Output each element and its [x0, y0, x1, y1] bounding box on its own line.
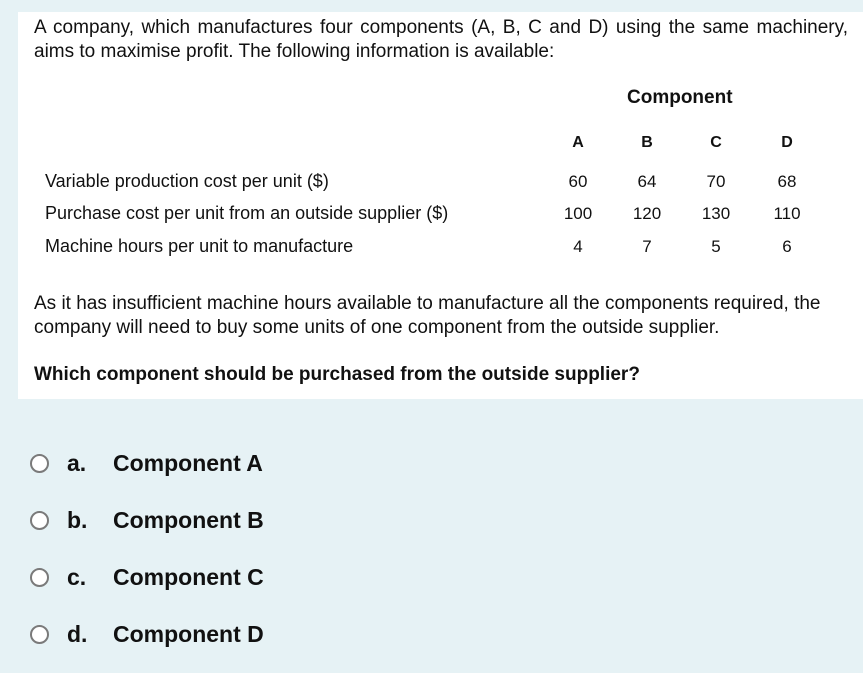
radio-circle-icon[interactable] [30, 511, 49, 530]
question-card [18, 12, 863, 399]
option-letter: b. [67, 506, 88, 533]
table-cell: 4 [573, 237, 583, 256]
table-cell: 70 [706, 172, 726, 191]
table-cell: 7 [642, 237, 652, 256]
table-cell: 6 [782, 237, 792, 256]
option-label: Component C [113, 563, 264, 590]
option-letter: a. [67, 449, 87, 476]
table-cell: 120 [632, 204, 662, 223]
radio-circle-icon[interactable] [30, 454, 49, 473]
option-letter: d. [67, 620, 88, 647]
table-cell: 64 [637, 172, 657, 191]
row-label-variable-cost: Variable production cost per unit ($) [45, 171, 329, 191]
option-b[interactable] [30, 500, 330, 540]
radio-circle-icon[interactable] [30, 625, 49, 644]
table-cell: 5 [711, 237, 721, 256]
question-prompt: Which component should be purchased from the outside supplier? [34, 364, 640, 385]
option-c[interactable] [30, 557, 330, 597]
option-label: Component A [113, 449, 263, 476]
table-cell: 100 [563, 204, 593, 223]
column-header-c: C [710, 134, 722, 151]
table-header: Component [627, 87, 733, 108]
option-label: Component B [113, 506, 264, 533]
column-header-d: D [781, 134, 793, 151]
table-cell: 110 [773, 204, 801, 223]
question-paragraph: As it has insufficient machine hours available to manufacture all the components required, the company will need to buy some units of one component from the outside supplier. [34, 293, 821, 338]
row-label-machine-hours: Machine hours per unit to manufacture [45, 236, 354, 256]
option-d[interactable] [30, 614, 330, 654]
column-header-b: B [641, 134, 653, 151]
table-cell: 68 [777, 172, 797, 191]
option-label: Component D [113, 620, 264, 647]
table-cell: 130 [701, 204, 731, 223]
radio-circle-icon[interactable] [30, 568, 49, 587]
column-header-a: A [572, 134, 584, 151]
row-label-purchase-cost: Purchase cost per unit from an outside supplier ($) [45, 203, 449, 223]
question-intro: A company, which manufactures four components (A, B, C and D) using the same machinery, aims to maximise profit. The following information is available: [34, 17, 848, 62]
option-letter: c. [67, 563, 87, 590]
table-cell: 60 [568, 172, 588, 191]
option-a[interactable] [30, 443, 330, 483]
